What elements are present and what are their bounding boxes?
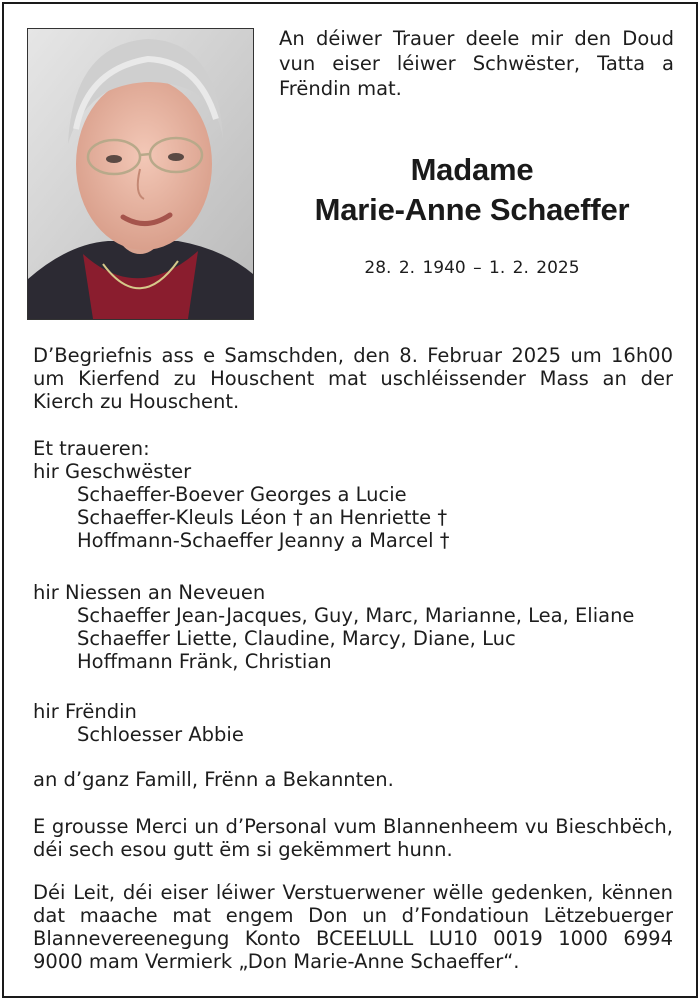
deceased-name: [252, 150, 692, 230]
friend-section: [33, 700, 673, 746]
nieces-nephews-section: [33, 581, 673, 673]
siblings-label: hir Geschwëster: [33, 460, 192, 483]
sibling-name: Hoffmann-Schaeffer Jeanny a Marcel †: [77, 529, 450, 552]
sibling-name: Schaeffer-Kleuls Léon † an Henriette †: [77, 506, 448, 529]
niece-nephew-name: Schaeffer Liette, Claudine, Marcy, Diane, Luc: [77, 627, 516, 650]
funeral-notice: D’Begriefnis ass e Samschden, den 8. Februar 2025 um 16h00 um Kierfend zu Houschent mat uschléissender Mass an der Kierch zu Houschent.: [33, 344, 673, 413]
intro-text: An déiwer Trauer deele mir den Doud vun eiser léiwer Schwëster, Tatta a Frëndin mat.: [279, 27, 674, 100]
niece-nephew-name: Hoffmann Fränk, Christian: [77, 650, 332, 673]
thanks-text: E grousse Merci un d’Personal vum Blannenheem vu Bieschbëch, déi sech esou gutt ëm si gekëmmert hunn.: [33, 815, 673, 861]
friend-label: hir Frëndin: [33, 700, 137, 723]
salutation: Madame: [410, 152, 534, 187]
niece-nephew-name: Schaeffer Jean-Jacques, Guy, Marc, Marianne, Lea, Eliane: [77, 604, 635, 627]
donation-text: Déi Leit, déi eiser léiwer Verstuerwener wëlle gedenken, kënnen dat maache mat engem Don un d’Fondatioun Lëtzebuerger Blannevereenegung Konto BCEELULL LU10 0019 1000 6994 9000 mam Vermierk „Don Marie-Anne Schaeffer“.: [33, 881, 673, 973]
mourners-heading: Et traueren:: [33, 437, 150, 460]
mourners-section: [33, 437, 673, 552]
family-line: an d’ganz Famill, Frënn a Bekannten.: [33, 768, 394, 791]
sibling-name: Schaeffer-Boever Georges a Lucie: [77, 483, 407, 506]
portrait-photo: [27, 28, 254, 320]
nieces-nephews-label: hir Niessen an Neveuen: [33, 581, 266, 604]
full-name: Marie-Anne Schaeffer: [314, 192, 630, 227]
life-dates: 28. 2. 1940 – 1. 2. 2025: [364, 258, 580, 278]
friend-name: Schloesser Abbie: [77, 723, 244, 746]
